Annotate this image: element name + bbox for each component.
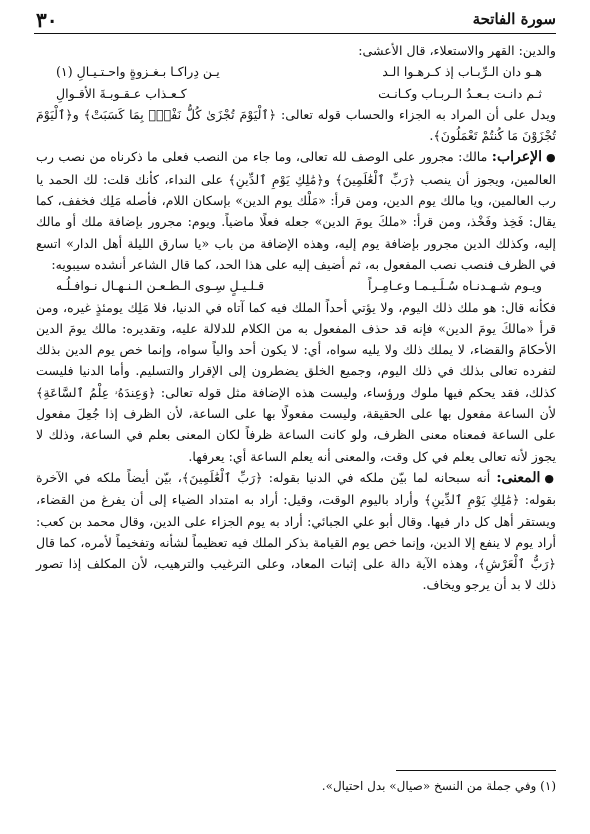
- section-label-irab: الإعراب:: [491, 149, 542, 166]
- bullet-icon: ●: [546, 151, 556, 165]
- paragraph-jaza: ويدل على أن المراد به الجزاء والحساب قوله تعالى: ﴿ٱلْيَوْمَ تُجْزَىٰ كُلُّ نَفْسٍۭ بِمَا كَسَبَتْ﴾ و﴿ٱلْيَوْمَ تُجْزَوْنَ مَا كُنتُمْ تَعْمَلُونَ﴾.: [36, 106, 556, 144]
- footnote-rule: [396, 770, 556, 771]
- mana-text: أنه سبحانه لما بيّن ملكه في الدنيا بقوله: ﴿رَبِّ ٱلْعَٰلَمِينَ﴾، بيّن أيضاً ملكه في الآخرة بقوله: ﴿مَٰلِكِ يَوْمِ ٱلدِّينِ﴾ وأراد باليوم الوقت، وقيل: أراد به امتداد الضياء إلى أن يفرغ من القضاء، ويستقر أهل كل دار فيها. وقال أبو علي الجبائي: أراد به يوم الجزاء على الدين، وقال محمد بن كعب: أراد يوم لا ينفع إلا الدين، وإنما خص يوم القيامة بذكر الملك فيه تعظيماً لشأنه وتفخيماً لأمره، كما قال ﴿رَبُّ ٱلْعَرْشِ﴾، وهذه الآية دالة على إثبات المعاد، وعلى الترغيب والترهيب، لأن المكلف إذا تصور ذلك لا بد أن يرجو ويخاف.: [36, 469, 556, 593]
- verse-hemistich: ويـوم شـهـدنـاه سُـلَـيـمـا وعـامِـراً: [368, 278, 542, 294]
- page-body: [36, 40, 556, 596]
- surah-title: سورة الفاتحة: [472, 10, 556, 28]
- section-label-mana: المعنى:: [496, 469, 541, 486]
- poetry-verse-1: [36, 61, 556, 82]
- poetry-verse-2: [36, 83, 556, 104]
- paragraph-irab: [36, 146, 556, 275]
- page-number: ٣٠: [36, 8, 58, 32]
- verse-hemistich: كـعـذاب عـقـوبـةَ الأقـوالِ: [56, 85, 187, 101]
- paragraph-mana: [36, 467, 556, 596]
- header-rule: [34, 33, 556, 34]
- poetry-verse-3: [36, 275, 556, 296]
- paragraph-din-meaning: والدين: القهر والاستعلاء، قال الأعشى:: [358, 43, 556, 58]
- bullet-icon: ●: [544, 471, 556, 485]
- verse-hemistich: هـو دان الـرِّبـاب إذ كـرهـوا الـد: [382, 64, 542, 80]
- verse-hemistich: قـلـيـلٍ سِـوى الـطـعـن الـنـهـال نـوافـلُـه: [56, 278, 265, 294]
- page-header: [36, 8, 556, 34]
- irab-text: مالك: مجرور على الوصف لله تعالى، وما جاء من النصب فعلى ما ذكرناه من نصب رب العالمين، ويجوز أن ينصب ﴿رَبِّ ٱلْعَٰلَمِينَ﴾ و﴿مَٰلِكِ يَوْمِ ٱلدِّينِ﴾ على النداء، كأنك قلت: لك الحمد يا رب العالمين، ويا مالك يوم الدين، ومن قرأ: «مَلْك يوم الدين» بإسكان اللام، فأصله مَلِك فخفف، كما يقال: فَخِذ وفَخْذ، ومن قرأ: «ملكَ يومَ الدين» جعله فعلًا ماضياً. ويوم: مجرور بإضافة ملك أو مالك إليه، وكذلك الدين مجرور بإضافة يوم إليه، وهذه الإضافة من باب «يا سارق الليلة أهل الدار» اتسع في الظرف فنصب نصب المفعول به، ثم أضيف إليه على هذا الحد، كما قال الشاعر أنشده سيبويه:: [36, 149, 556, 272]
- paragraph-explanation: فكأنه قال: هو ملك ذلك اليوم، ولا يؤتي أحداً الملك فيه كما آتاه في الدنيا، فلا مَلِك يومئذٍ غيره، ومن قرأ «مالكَ يومَ الدين» فإنه قد حذف المفعول به من الكلام للدلالة عليه، وتقديره: مالك يومَ الدين الأحكامَ والقضاء، لا يملك ذلك ولا يليه سواه، أي: لا يكون أحد والياً سواه، وإنما خص يوم الدين بذلك لتفرده تعالى بذلك في ذلك اليوم، وجميع الخلق يضطرون إلى الإقرار والتسليم. وأما الدنيا فليست كذلك، فقد يحكم فيها ملوك ورؤساء، وليست هذه الإضافة مثل قوله تعالى: ﴿وَعِندَهُۥ عِلْمُ ٱلسَّاعَةِ﴾ لأن الساعة مفعول بها على الحقيقة، وليست مفعولًا بها على الساعة، لأن الظرف إذا جُعِلَ مفعول على الساعة فمعناه معنى الظرف، ولو كانت الساعة ظرفاً لكان المعنى بعلم في الساعة، وذلك لا يجوز لأنه تعالى يعلم في كل وقت، والمعنى أنه يعلم الساعة أي: يعرفها.: [36, 299, 556, 464]
- footnote: (١) وفي جملة من النسخ «صيال» بدل احتيال».: [321, 779, 556, 793]
- verse-hemistich: يـن دِراكـا بـغـزوةٍ واحـتـيـالِ (١): [56, 64, 220, 80]
- verse-hemistich: ثـم دانـت بـعـدُ الـربـاب وكـانـت: [378, 85, 542, 101]
